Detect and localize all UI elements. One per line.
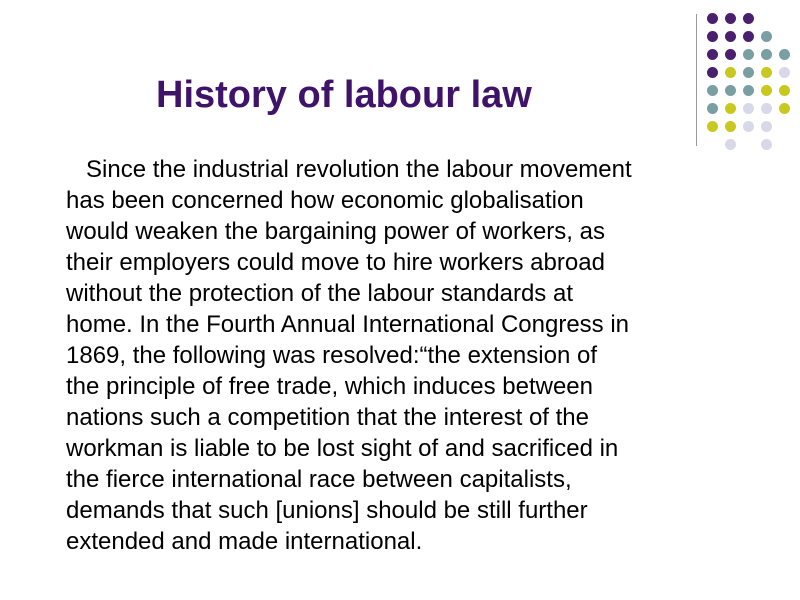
decorative-dot bbox=[725, 49, 736, 60]
decorative-dot bbox=[743, 85, 754, 96]
decorative-dot bbox=[779, 67, 790, 78]
decorative-dot bbox=[761, 139, 772, 150]
body-line: nations such a competition that the interest of the bbox=[66, 404, 589, 431]
decorative-dot bbox=[743, 103, 754, 114]
body-line: workman is liable to be lost sight of and sacrificed in bbox=[66, 435, 619, 462]
decorative-dot bbox=[743, 13, 754, 24]
body-line: without the protection of the labour standards at bbox=[66, 280, 573, 307]
decorative-dot bbox=[761, 85, 772, 96]
decorative-dot bbox=[707, 13, 718, 24]
slide-body-text bbox=[66, 154, 766, 557]
body-line: demands that such [unions] should be still further bbox=[66, 497, 588, 524]
decorative-dot bbox=[707, 103, 718, 114]
body-line: extended and made international. bbox=[66, 528, 423, 555]
body-line: Since the industrial revolution the labour movement bbox=[66, 156, 632, 183]
decorative-dot bbox=[761, 67, 772, 78]
decorative-dot bbox=[725, 13, 736, 24]
decorative-dot bbox=[725, 31, 736, 42]
decorative-dot bbox=[743, 121, 754, 132]
decorative-dot bbox=[743, 67, 754, 78]
body-line: their employers could move to hire workers abroad bbox=[66, 249, 605, 276]
decorative-dot bbox=[707, 31, 718, 42]
decorative-dot bbox=[761, 103, 772, 114]
decorative-dot bbox=[761, 49, 772, 60]
decorative-dot bbox=[707, 85, 718, 96]
decorative-dot bbox=[761, 121, 772, 132]
decorative-dot bbox=[761, 31, 772, 42]
decorative-dot bbox=[725, 139, 736, 150]
decorative-dot bbox=[707, 49, 718, 60]
decorative-dot bbox=[707, 67, 718, 78]
body-line: the principle of free trade, which induces between bbox=[66, 373, 593, 400]
decorative-dot bbox=[743, 49, 754, 60]
body-line: 1869, the following was resolved:“the extension of bbox=[66, 342, 597, 369]
decorative-dot bbox=[743, 31, 754, 42]
body-line: has been concerned how economic globalisation bbox=[66, 187, 584, 214]
decorative-dot bbox=[725, 103, 736, 114]
decorative-dot bbox=[779, 49, 790, 60]
decorative-dot bbox=[725, 121, 736, 132]
body-line: home. In the Fourth Annual International Congress in bbox=[66, 311, 630, 338]
decorative-dot bbox=[725, 67, 736, 78]
body-line: the fierce international race between capitalists, bbox=[66, 466, 572, 493]
slide-title: History of labour law bbox=[156, 74, 532, 116]
body-line: would weaken the bargaining power of workers, as bbox=[66, 218, 605, 245]
decorative-dot bbox=[725, 85, 736, 96]
decorative-dot bbox=[707, 121, 718, 132]
decorative-dot bbox=[779, 103, 790, 114]
decorative-dot bbox=[779, 85, 790, 96]
vertical-divider bbox=[696, 14, 697, 146]
